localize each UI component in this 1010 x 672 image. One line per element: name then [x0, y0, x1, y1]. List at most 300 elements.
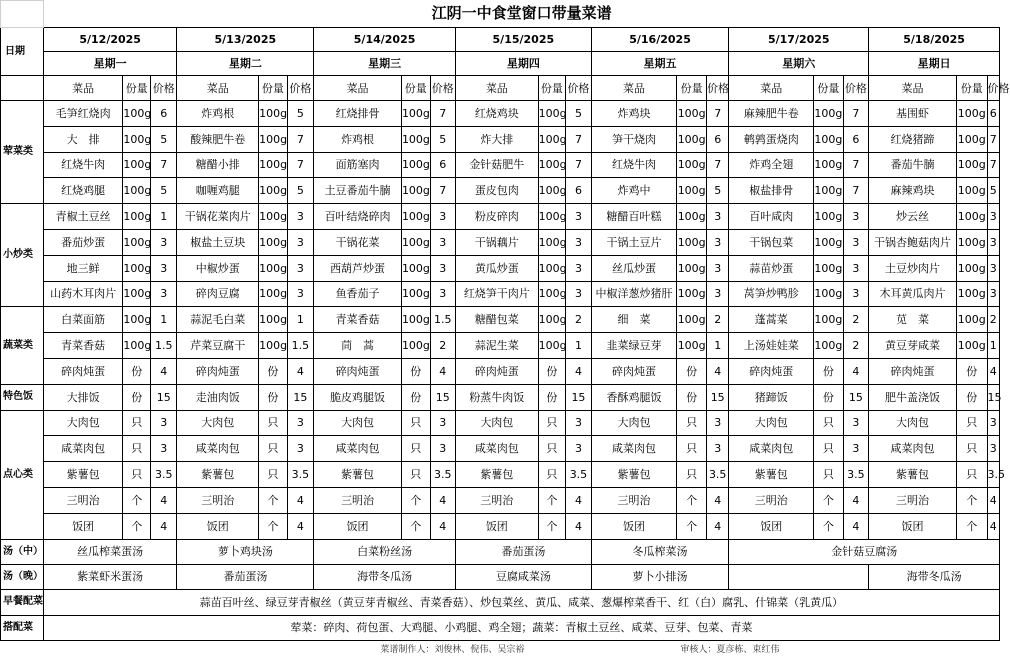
dish-qty: 100g: [814, 204, 844, 230]
dish-price: 3: [287, 410, 314, 436]
dish-qty: 个: [956, 513, 987, 539]
dish-name: 红烧鸡块: [456, 101, 539, 127]
dish-name: 中椒炒蛋: [177, 255, 259, 281]
corner-cell: [1, 1, 44, 28]
category-label-special: 特色饭: [1, 384, 44, 410]
col-header-price: 价格: [430, 76, 456, 101]
dish-name: 碎肉炖蛋: [314, 358, 402, 384]
col-header-dish: 菜品: [314, 76, 402, 101]
dish-name: 上汤娃娃菜: [729, 333, 814, 359]
dish-price: 3: [287, 281, 314, 307]
dish-price: 3: [287, 204, 314, 230]
dish-price: 3: [566, 255, 592, 281]
dish-qty: 100g: [538, 204, 566, 230]
soup-noon-item: 番茄蛋汤: [456, 539, 592, 564]
dish-name: 大肉包: [177, 410, 259, 436]
dish-price: 1: [150, 204, 177, 230]
dish-price: 3: [843, 229, 869, 255]
dish-name: 红烧笋干肉片: [456, 281, 539, 307]
dish-name: 咸菜肉包: [314, 436, 402, 462]
category-label-veg: 蔬菜类: [1, 307, 44, 384]
col-header-dish: 菜品: [869, 76, 957, 101]
dish-price: 15: [430, 384, 456, 410]
dish-price: 7: [987, 126, 999, 152]
dish-price: 5: [430, 126, 456, 152]
category-label-stirfry: 小炒类: [1, 204, 44, 307]
dish-name: 干锅杏鲍菇肉片: [869, 229, 957, 255]
dish-name: 毛笋红烧肉: [43, 101, 123, 127]
dish-qty: 只: [259, 410, 288, 436]
dish-name: 干锅藕片: [456, 229, 539, 255]
col-header-dish: 菜品: [729, 76, 814, 101]
dish-name: 紫薯包: [43, 462, 123, 488]
dish-price: 4: [566, 358, 592, 384]
dish-price: 3.5: [987, 462, 999, 488]
dish-price: 3.5: [150, 462, 177, 488]
dish-qty: 100g: [259, 204, 288, 230]
dish-qty: 只: [123, 410, 151, 436]
dish-name: 碎肉炖蛋: [729, 358, 814, 384]
dish-qty: 份: [401, 358, 430, 384]
dish-qty: 100g: [814, 255, 844, 281]
dish-name: 红烧牛肉: [43, 152, 123, 178]
dish-price: 3.5: [843, 462, 869, 488]
dish-name: 粉皮碎肉: [456, 204, 539, 230]
weekday-cell: 星期五: [591, 52, 729, 76]
dish-name: 咸菜肉包: [591, 436, 677, 462]
dish-price: 4: [150, 513, 177, 539]
dish-qty: 只: [677, 410, 707, 436]
date-cell: 5/16/2025: [591, 28, 729, 52]
dish-name: 大 排: [43, 126, 123, 152]
dish-price: 7: [566, 126, 592, 152]
dish-price: 3: [987, 229, 999, 255]
dish-price: 3: [150, 436, 177, 462]
dish-name: 百叶结烧碎肉: [314, 204, 402, 230]
dish-qty: 100g: [538, 126, 566, 152]
dish-price: 4: [430, 513, 456, 539]
dish-qty: 100g: [814, 101, 844, 127]
dish-name: 干锅花菜肉片: [177, 204, 259, 230]
dish-name: 饭团: [177, 513, 259, 539]
dish-price: 15: [287, 384, 314, 410]
col-header-qty: 份量: [123, 76, 151, 101]
dish-price: 6: [706, 126, 728, 152]
footer-blank: [1, 640, 44, 660]
dish-qty: 份: [956, 384, 987, 410]
dish-price: 3: [430, 281, 456, 307]
dish-qty: 只: [259, 436, 288, 462]
dish-name: 黄豆芽咸菜: [869, 333, 957, 359]
dish-name: 大肉包: [869, 410, 957, 436]
dish-price: 1.5: [430, 307, 456, 333]
dish-name: 土豆炒肉片: [869, 255, 957, 281]
dish-price: 4: [287, 487, 314, 513]
soup-eve-item: 海带冬瓜汤: [869, 564, 1000, 589]
dish-qty: 个: [123, 487, 151, 513]
dish-price: 4: [987, 358, 999, 384]
dish-price: 1.5: [150, 333, 177, 359]
dish-price: 6: [987, 101, 999, 127]
dish-price: 3: [706, 436, 728, 462]
dish-qty: 100g: [677, 152, 707, 178]
dish-name: 大肉包: [729, 410, 814, 436]
dish-qty: 个: [677, 513, 707, 539]
dish-price: 3: [987, 410, 999, 436]
col-header-dish: 菜品: [43, 76, 123, 101]
dish-name: 蒜苗炒蛋: [729, 255, 814, 281]
col-header-price: 价格: [706, 76, 728, 101]
side-items: 荤菜：碎肉、荷包蛋、大鸡腿、小鸡腿、鸡全翅；蔬菜：青椒土豆丝、咸菜、豆芽、包菜、青菜: [43, 615, 999, 640]
dish-qty: 100g: [259, 333, 288, 359]
dish-name: 饭团: [591, 513, 677, 539]
dish-name: 丝瓜炒蛋: [591, 255, 677, 281]
dish-price: 4: [566, 513, 592, 539]
col-header-qty: 份量: [538, 76, 566, 101]
dish-price: 3: [430, 436, 456, 462]
dish-qty: 100g: [259, 101, 288, 127]
dish-qty: 只: [401, 410, 430, 436]
dish-price: 1: [287, 307, 314, 333]
dish-qty: 份: [814, 384, 844, 410]
dish-price: 7: [287, 126, 314, 152]
col-header-price: 价格: [287, 76, 314, 101]
dish-price: 3: [706, 255, 728, 281]
dish-name: 干锅花菜: [314, 229, 402, 255]
dish-name: 碎肉炖蛋: [591, 358, 677, 384]
category-label-breakfast: 早餐配菜: [1, 589, 44, 615]
soup-noon-item: 白菜粉丝汤: [314, 539, 456, 564]
dish-qty: 个: [538, 487, 566, 513]
dish-price: 5: [987, 178, 999, 204]
dish-price: 4: [843, 358, 869, 384]
dish-name: 细 菜: [591, 307, 677, 333]
dish-price: 15: [706, 384, 728, 410]
dish-qty: 份: [401, 384, 430, 410]
dish-price: 6: [430, 152, 456, 178]
dish-qty: 100g: [538, 152, 566, 178]
dish-qty: 个: [956, 487, 987, 513]
dish-qty: 100g: [956, 255, 987, 281]
dish-qty: 只: [538, 436, 566, 462]
dish-name: 大肉包: [456, 410, 539, 436]
dish-qty: 个: [814, 513, 844, 539]
dish-qty: 个: [401, 513, 430, 539]
dish-name: 咸菜肉包: [43, 436, 123, 462]
dish-name: 莴笋炒鸭胗: [729, 281, 814, 307]
dish-price: 3: [987, 255, 999, 281]
dish-name: 饭团: [43, 513, 123, 539]
col-header-qty: 份量: [259, 76, 288, 101]
dish-name: 粉蒸牛肉饭: [456, 384, 539, 410]
date-row-label: 日期: [1, 28, 44, 76]
dish-qty: 100g: [123, 307, 151, 333]
soup-noon-item: 萝卜鸡块汤: [177, 539, 314, 564]
dish-qty: 份: [814, 358, 844, 384]
dish-name: 基围虾: [869, 101, 957, 127]
dish-price: 4: [430, 487, 456, 513]
dish-name: 香酥鸡腿饭: [591, 384, 677, 410]
dish-qty: 100g: [956, 307, 987, 333]
dish-price: 4: [430, 358, 456, 384]
dish-qty: 份: [123, 358, 151, 384]
dish-name: 山药木耳肉片: [43, 281, 123, 307]
weekday-cell: 星期二: [177, 52, 314, 76]
dish-qty: 只: [814, 462, 844, 488]
dish-price: 4: [706, 358, 728, 384]
dish-price: 4: [706, 513, 728, 539]
dish-qty: 100g: [401, 229, 430, 255]
col-header-qty: 份量: [677, 76, 707, 101]
dish-qty: 100g: [956, 333, 987, 359]
dish-qty: 100g: [956, 126, 987, 152]
dish-qty: 100g: [401, 152, 430, 178]
dish-price: 7: [843, 152, 869, 178]
dish-qty: 100g: [814, 307, 844, 333]
dish-name: 饭团: [456, 513, 539, 539]
dish-qty: 个: [814, 487, 844, 513]
dish-qty: 100g: [538, 101, 566, 127]
soup-eve-item: 海带冬瓜汤: [314, 564, 456, 589]
dish-name: 碎肉炖蛋: [456, 358, 539, 384]
dish-price: 3: [566, 204, 592, 230]
dish-price: 7: [987, 152, 999, 178]
dish-qty: 100g: [259, 281, 288, 307]
dish-name: 三明治: [456, 487, 539, 513]
dish-qty: 100g: [259, 255, 288, 281]
dish-price: 2: [430, 333, 456, 359]
dish-qty: 100g: [677, 101, 707, 127]
dish-qty: 100g: [814, 333, 844, 359]
dish-qty: 100g: [538, 307, 566, 333]
dish-price: 7: [843, 178, 869, 204]
dish-name: 糖醋百叶糕: [591, 204, 677, 230]
soup-eve-item: [729, 564, 869, 589]
footer-spacer-right: [869, 640, 1000, 660]
page-title: 江阴一中食堂窗口带量菜谱: [43, 1, 999, 28]
dish-qty: 只: [814, 410, 844, 436]
dish-name: 咸菜肉包: [729, 436, 814, 462]
dish-name: 韭菜绿豆芽: [591, 333, 677, 359]
col-header-price: 价格: [843, 76, 869, 101]
dish-price: 4: [566, 487, 592, 513]
dish-name: 蛋皮包肉: [456, 178, 539, 204]
dish-qty: 100g: [123, 178, 151, 204]
dish-qty: 100g: [401, 307, 430, 333]
dish-name: 木耳黄瓜肉片: [869, 281, 957, 307]
dish-price: 3: [843, 410, 869, 436]
dish-price: 3: [287, 436, 314, 462]
dish-name: 红烧牛肉: [591, 152, 677, 178]
dish-name: 番茄牛腩: [869, 152, 957, 178]
dish-price: 7: [150, 152, 177, 178]
dish-name: 红烧排骨: [314, 101, 402, 127]
dish-name: 炸鸡根: [177, 101, 259, 127]
weekday-cell: 星期四: [456, 52, 592, 76]
breakfast-items: 蒜苗百叶丝、绿豆芽青椒丝（黄豆芽青椒丝、青菜香菇）、炒包菜丝、黄瓜、咸菜、葱爆榨菜香干、红（白）腐乳、什锦菜（乳黄瓜）: [43, 589, 999, 615]
dish-name: 肥牛盖浇饭: [869, 384, 957, 410]
dish-qty: 100g: [677, 255, 707, 281]
col-header-price: 价格: [987, 76, 999, 101]
dish-name: 干锅包菜: [729, 229, 814, 255]
dish-name: 炸鸡中: [591, 178, 677, 204]
dish-name: 茼 蒿: [314, 333, 402, 359]
dish-qty: 100g: [259, 126, 288, 152]
dish-qty: 只: [538, 462, 566, 488]
dish-name: 咖喱鸡腿: [177, 178, 259, 204]
dish-price: 7: [706, 152, 728, 178]
dish-qty: 只: [956, 462, 987, 488]
dish-name: 蒜泥毛白菜: [177, 307, 259, 333]
dish-name: 三明治: [314, 487, 402, 513]
dish-name: 三明治: [729, 487, 814, 513]
dish-price: 4: [287, 513, 314, 539]
dish-name: 蒜泥生菜: [456, 333, 539, 359]
dish-price: 3.5: [287, 462, 314, 488]
dish-name: 土豆番茄牛腩: [314, 178, 402, 204]
dish-name: 碎肉炖蛋: [869, 358, 957, 384]
dish-qty: 100g: [956, 229, 987, 255]
dish-name: 走油肉饭: [177, 384, 259, 410]
dish-price: 3: [706, 410, 728, 436]
dish-qty: 只: [401, 462, 430, 488]
dish-price: 1.5: [287, 333, 314, 359]
dish-name: 苋 菜: [869, 307, 957, 333]
dish-qty: 100g: [814, 152, 844, 178]
dish-name: 咸菜肉包: [456, 436, 539, 462]
dish-name: 干锅土豆片: [591, 229, 677, 255]
dish-qty: 100g: [677, 333, 707, 359]
dish-qty: 100g: [401, 101, 430, 127]
dish-name: 青菜香菇: [314, 307, 402, 333]
dish-price: 1: [706, 333, 728, 359]
dish-name: 饭团: [869, 513, 957, 539]
dish-qty: 份: [677, 358, 707, 384]
dish-price: 1: [987, 333, 999, 359]
dish-price: 7: [566, 152, 592, 178]
dish-qty: 100g: [259, 152, 288, 178]
dish-name: 炸大排: [456, 126, 539, 152]
date-cell: 5/17/2025: [729, 28, 869, 52]
dish-price: 3: [843, 436, 869, 462]
dish-qty: 100g: [123, 126, 151, 152]
dish-qty: 100g: [677, 307, 707, 333]
soup-eve-item: 萝卜小排汤: [591, 564, 729, 589]
dish-price: 4: [843, 487, 869, 513]
dish-name: 金针菇肥牛: [456, 152, 539, 178]
dish-name: 咸菜肉包: [177, 436, 259, 462]
dish-qty: 只: [123, 462, 151, 488]
dish-price: 4: [150, 358, 177, 384]
dish-price: 3: [566, 281, 592, 307]
dish-qty: 100g: [814, 229, 844, 255]
dish-price: 5: [287, 178, 314, 204]
dish-name: 糖醋包菜: [456, 307, 539, 333]
dish-name: 番茄炒蛋: [43, 229, 123, 255]
soup-noon-item: 丝瓜榨菜蛋汤: [43, 539, 177, 564]
dish-price: 2: [566, 307, 592, 333]
dish-qty: 个: [538, 513, 566, 539]
dish-qty: 100g: [123, 229, 151, 255]
dish-price: 15: [150, 384, 177, 410]
dish-name: 炸鸡块: [591, 101, 677, 127]
dish-price: 3: [566, 229, 592, 255]
dish-qty: 个: [123, 513, 151, 539]
dish-qty: 100g: [259, 178, 288, 204]
dish-price: 3: [843, 255, 869, 281]
dish-qty: 100g: [814, 178, 844, 204]
col-header-price: 价格: [150, 76, 177, 101]
dish-name: 红烧鸡腿: [43, 178, 123, 204]
dish-price: 3: [430, 204, 456, 230]
dish-qty: 100g: [123, 101, 151, 127]
dish-qty: 只: [538, 410, 566, 436]
dish-qty: 100g: [956, 101, 987, 127]
dish-qty: 100g: [123, 204, 151, 230]
dish-price: 3: [843, 281, 869, 307]
dish-name: 饭团: [729, 513, 814, 539]
date-cell: 5/14/2025: [314, 28, 456, 52]
date-cell: 5/13/2025: [177, 28, 314, 52]
dish-price: 4: [843, 513, 869, 539]
dish-qty: 份: [259, 384, 288, 410]
dish-qty: 100g: [677, 281, 707, 307]
dish-price: 6: [566, 178, 592, 204]
dish-qty: 100g: [123, 152, 151, 178]
dish-price: 3: [430, 255, 456, 281]
dish-price: 3: [430, 229, 456, 255]
dish-price: 3: [287, 229, 314, 255]
dish-price: 5: [706, 178, 728, 204]
dish-qty: 100g: [538, 281, 566, 307]
dish-price: 3: [150, 229, 177, 255]
dish-name: 紫薯包: [729, 462, 814, 488]
dish-qty: 只: [123, 436, 151, 462]
header-blank: [1, 76, 44, 101]
date-cell: 5/18/2025: [869, 28, 1000, 52]
dish-price: 3: [430, 410, 456, 436]
dish-name: 酸辣肥牛卷: [177, 126, 259, 152]
dish-price: 2: [706, 307, 728, 333]
dish-name: 三明治: [177, 487, 259, 513]
soup-eve-item: 豆腐咸菜汤: [456, 564, 592, 589]
dish-name: 红烧猪蹄: [869, 126, 957, 152]
dish-price: 5: [566, 101, 592, 127]
col-header-qty: 份量: [956, 76, 987, 101]
dish-price: 5: [150, 178, 177, 204]
dish-name: 白菜面筋: [43, 307, 123, 333]
footer-reviewers: 审核人：夏彦栋、束红伟: [680, 644, 780, 655]
dish-price: 6: [150, 101, 177, 127]
dish-name: 紫薯包: [177, 462, 259, 488]
col-header-qty: 份量: [814, 76, 844, 101]
dish-price: 3: [287, 255, 314, 281]
dish-name: 地三鲜: [43, 255, 123, 281]
dish-qty: 份: [956, 358, 987, 384]
dish-name: 紫薯包: [456, 462, 539, 488]
dish-qty: 100g: [677, 229, 707, 255]
dish-name: 椒盐排骨: [729, 178, 814, 204]
col-header-dish: 菜品: [591, 76, 677, 101]
soup-noon-item: 金针菇豆腐汤: [729, 539, 1000, 564]
date-cell: 5/12/2025: [43, 28, 177, 52]
dish-name: 炸鸡根: [314, 126, 402, 152]
dish-price: 7: [287, 152, 314, 178]
weekday-cell: 星期日: [869, 52, 1000, 76]
dish-name: 猪蹄饭: [729, 384, 814, 410]
category-label-soup-eve: 汤（晚）: [1, 564, 44, 589]
dish-price: 3: [987, 204, 999, 230]
